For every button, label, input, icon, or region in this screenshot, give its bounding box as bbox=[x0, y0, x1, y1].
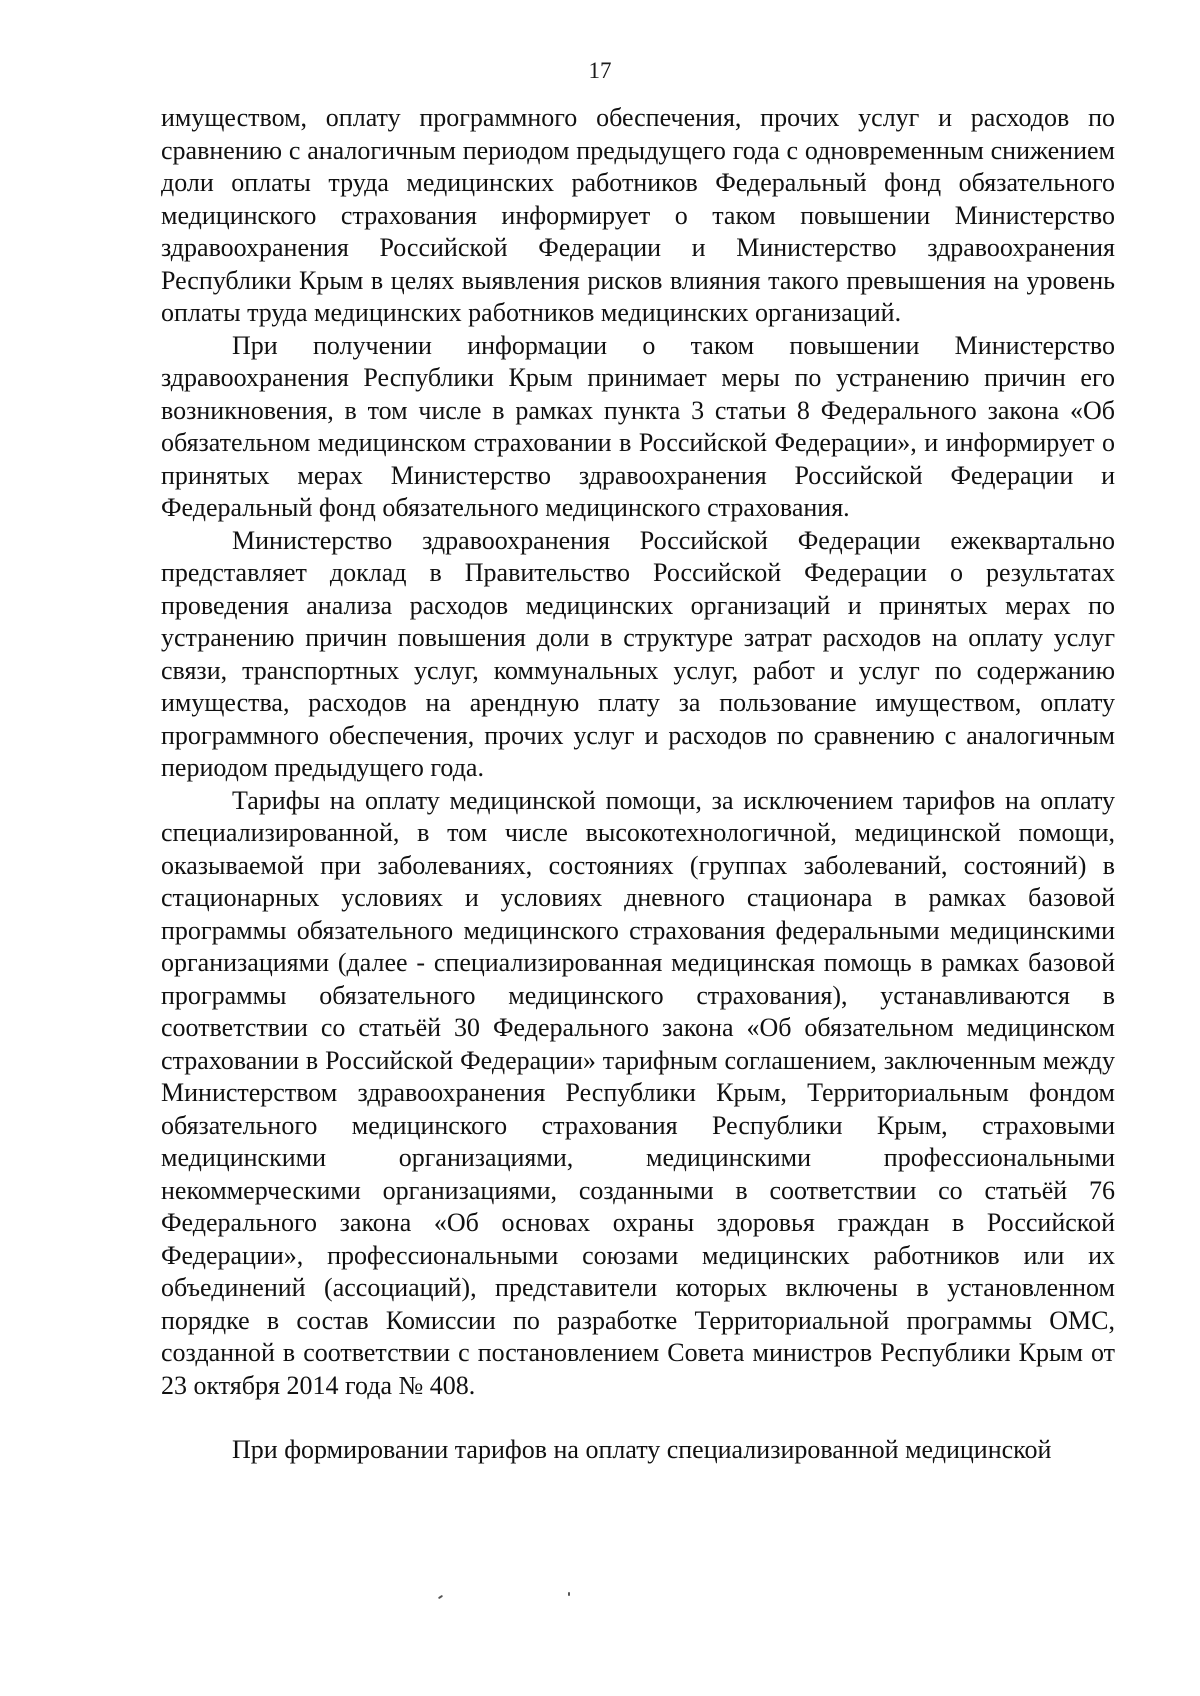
document-body bbox=[161, 102, 1115, 1467]
paragraph-1: имуществом, оплату программного обеспечения, прочих услуг и расходов по сравнению с аналогичным периодом предыдущего года с одновременным снижением доли оплаты труда медицинских работников Федеральный фонд обязательного медицинского страхования информирует о таком повышении Министерство здравоохранения Российской Федерации и Министерство здравоохранения Республики Крым в целях выявления рисков влияния такого превышения на уровень оплаты труда медицинских работников медицинских организаций. bbox=[161, 103, 1115, 327]
scan-speck bbox=[568, 1592, 570, 1596]
page-number: 17 bbox=[588, 58, 612, 83]
scan-speck bbox=[438, 1595, 443, 1600]
paragraph-2: При получении информации о таком повышении Министерство здравоохранения Республики Крым принимает меры по устранению причин его возникновения, в том числе в рамках пункта 3 статьи 8 Федерального закона «Об обязательном медицинском страховании в Российской Федерации», и информирует о принятых мерах Министерство здравоохранения Российской Федерации и Федеральный фонд обязательного медицинского страхования. bbox=[161, 330, 1115, 522]
paragraph-4: Тарифы на оплату медицинской помощи, за исключением тарифов на оплату специализированной, в том числе высокотехнологичной, медицинской помощи, оказываемой при заболеваниях, состояниях (группах заболеваний, состояний) в стационарных условиях и условиях дневного стационара в рамках базовой программы обязательного медицинского страхования федеральными медицинскими организациями (далее - специализированная медицинская помощь в рамках базовой программы обязательного медицинского страхования), устанавливаются в соответствии со статьёй 30 Федерального закона «Об обязательном медицинском страховании в Российской Федерации» тарифным соглашением, заключенным между Министерством здравоохранения Республики Крым, Территориальным фондом обязательного медицинского страхования Республики Крым, страховыми медицинскими организациями, медицинскими профессиональными некоммерческими организациями, созданными в соответствии со статьёй 76 Федерального закона «Об основах охраны здоровья граждан в Российской Федерации», профессиональными союзами медицинских работников или их объединений (ассоциаций), представители которых включены в установленном порядке в состав Комиссии по разработке Территориальной программы ОМС, созданной в соответствии с постановлением Совета министров Республики Крым от 23 октября 2014 года № 408. bbox=[161, 785, 1115, 1400]
paragraph-5: При формировании тарифов на оплату специализированной медицинской bbox=[232, 1435, 1052, 1464]
paragraph-3: Министерство здравоохранения Российской Федерации ежеквартально представляет доклад в Правительство Российской Федерации о результатах проведения анализа расходов медицинских организаций и принятых мерах по устранению причин повышения доли в структуре затрат расходов на оплату услуг связи, транспортных услуг, коммунальных услуг, работ и услуг по содержанию имущества, расходов на арендную плату за пользование имуществом, оплату программного обеспечения, прочих услуг и расходов по сравнению с аналогичным периодом предыдущего года. bbox=[161, 525, 1115, 782]
